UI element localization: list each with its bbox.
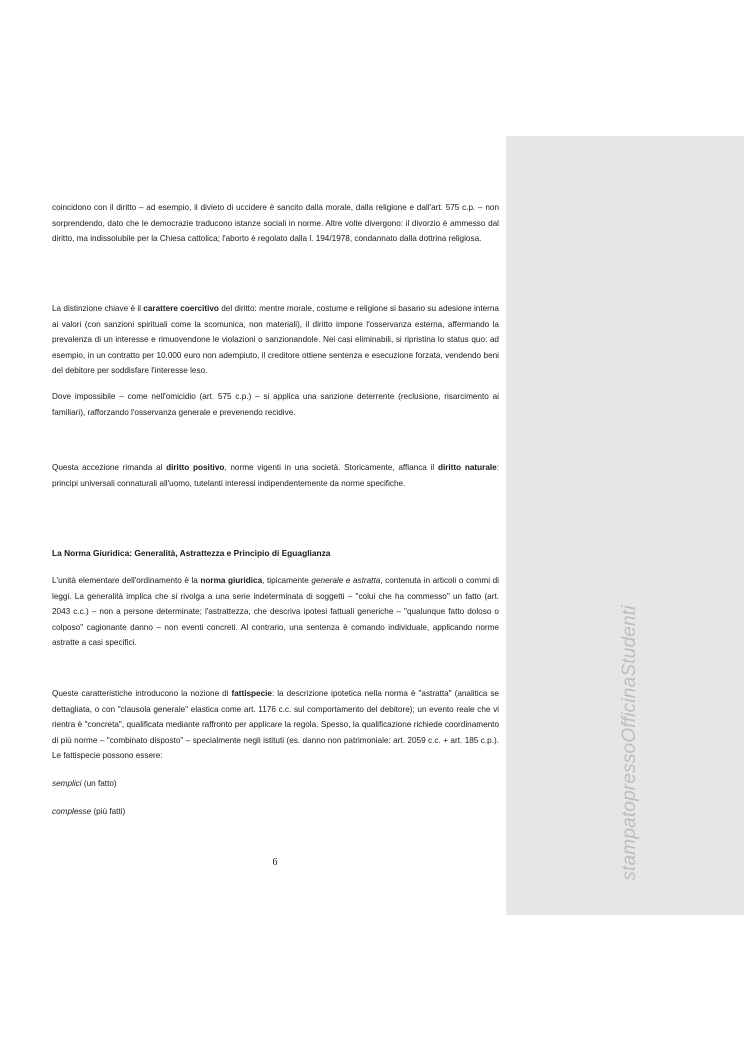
paragraph-diritto-positivo	[52, 460, 499, 491]
list-item-complesse	[52, 804, 499, 820]
italic-term: complesse	[52, 807, 92, 816]
paragraph-fattispecie	[52, 686, 499, 764]
text-run: Queste caratteristiche introducono la nozione di	[52, 689, 232, 698]
paragraph-diritto-morale: coincidono con il diritto – ad esempio, il divieto di uccidere è sancito dalla morale, dalla religione e dall'art. 575 c.p. – non sorprendendo, dato che le democrazie traducono istanze sociali in norme. Altre volte divergono: il divorzio è ammesso dal diritto, ma indissolubile per la Chiesa cattolica; l'aborto è regolato dalla l. 194/1978, condannato dalla dottrina religiosa.	[52, 203, 499, 243]
text-run: , contenuta in articoli o commi di leggi. La generalità implica che si rivolga a una serie indeterminata di soggetti – "colui che ha commesso" un fatto (art. 2043 c.c.) – non a persone determinate; l'astrattezza, che descriva ipotesi fattuali generiche – "qualunque fatto doloso o colposo" cagionante danno – non eventi concreti. Al contrario, una sentenza è comando individuale, applicando norme astratte a casi specifici.	[52, 576, 499, 647]
bold-term: diritto naturale	[437, 463, 497, 472]
text-run: Questa accezione rimanda al	[52, 463, 167, 472]
paragraph-carattere-coercitivo	[52, 301, 499, 379]
section-heading: La Norma Giuridica: Generalità, Astrattezza e Principio di Eguaglianza	[52, 548, 331, 558]
text-run: , tipicamente	[262, 576, 312, 585]
text-run: L'unità elementare dell'ordinamento è la	[52, 576, 201, 585]
paragraph-sanzione: Dove impossibile – come nell'omicidio (art. 575 c.p.) – si applica una sanzione deterrente (reclusione, risarcimento ai familiari), rafforzando l'osservanza generale e prevenendo recidive.	[52, 392, 499, 417]
bold-term: norma giuridica	[200, 576, 263, 585]
bold-term: carattere coercitivo	[143, 304, 219, 313]
text-run: : la descrizione ipotetica nella norma è "astratta" (analitica se dettagliata, o con "clausola generale" elastica come art. 1176 c.c. sul comportamento del debitore); un evento reale che vi rientra è "concreta", qualificata mediante raffronto per applicare la regola. Spesso, la qualificazione richiede coordinamento di più norme – "combinato disposto" – specialmente negli istituti (es. danno non patrimoniale: art. 2059 c.c. + art. 185 c.p.). Le fattispecie possono essere:	[52, 689, 499, 760]
bold-term: diritto positivo	[166, 463, 225, 472]
watermark: stampatopressoOfficinaStudenti	[619, 605, 640, 881]
text-run: , norme vigenti in una società. Storicamente, affianca il	[224, 463, 438, 472]
paragraph-norma-giuridica	[52, 573, 499, 651]
text-run: del diritto: mentre morale, costume e religione si basano su adesione interna ai valori (con sanzioni spirituali come la scomunica, non materiali), il diritto impone l'osservanza esterna, affermando la prevalenza di un interesse e rimuovendone le violazioni o sanzionandole. Nei casi eliminabili, si ripristina lo status quo: ad esempio, in un contratto per 10.000 euro non adempiuto, il creditore ottiene sentenza e esecuzione forzata, vendendo beni del debitore per soddisfare l'interesse leso.	[52, 304, 499, 375]
italic-term: generale e astratta	[311, 576, 381, 585]
bold-term: fattispecie	[231, 689, 272, 698]
text-run: : principi universali connaturali all'uomo, tutelanti interessi indipendentemente da norme specifiche.	[52, 463, 499, 488]
page-number: 6	[272, 857, 278, 868]
italic-term: semplici	[52, 779, 82, 788]
text-run: (un fatto)	[81, 779, 117, 788]
text-run: (più fatti)	[91, 807, 126, 816]
text-run: La distinzione chiave è il	[52, 304, 144, 313]
list-item-semplici	[52, 776, 499, 792]
